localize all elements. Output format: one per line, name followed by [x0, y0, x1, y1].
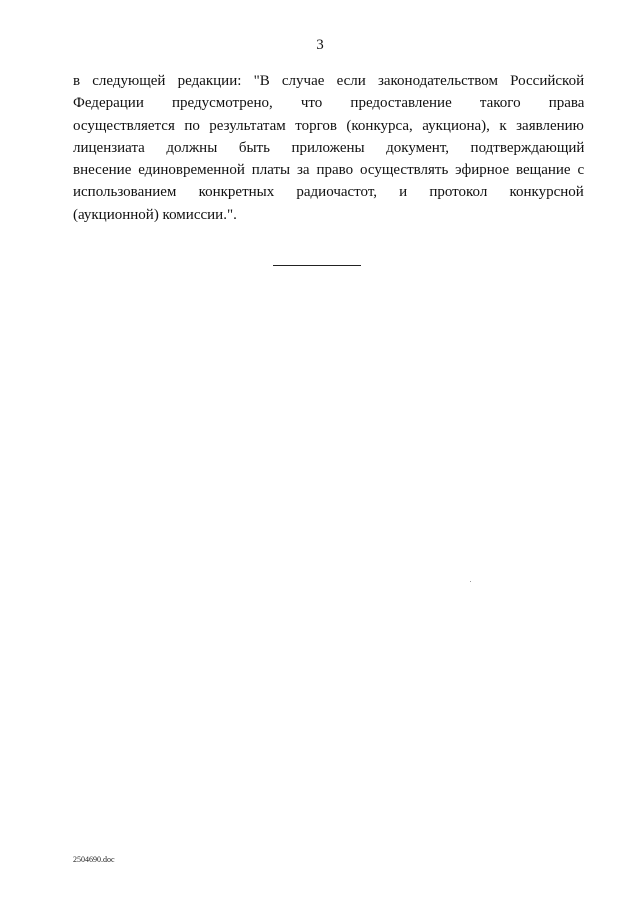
page-number: 3	[316, 37, 324, 53]
paragraph-line: осуществляется по результатам торгов (конкурса, аукциона), к заявлению	[73, 117, 584, 134]
scan-speck	[470, 581, 471, 582]
paragraph-line: в следующей редакции: "В случае если законодательством Российской	[73, 73, 584, 89]
paragraph-line: использованием конкретных радиочастот, и протокол конкурсной	[73, 184, 584, 201]
body-paragraph	[73, 70, 584, 226]
paragraph-line: Федерации предусмотрено, что предоставление такого права	[73, 95, 584, 112]
document-file-id: 2504690.doc	[73, 855, 115, 864]
paragraph-line: лицензиата должны быть приложены документ, подтверждающий	[73, 139, 584, 156]
end-separator-line	[273, 265, 361, 266]
paragraph-line-last: (аукционной) комиссии.".	[73, 206, 237, 223]
paragraph-line: внесение единовременной платы за право осуществлять эфирное вещание с	[73, 162, 584, 179]
